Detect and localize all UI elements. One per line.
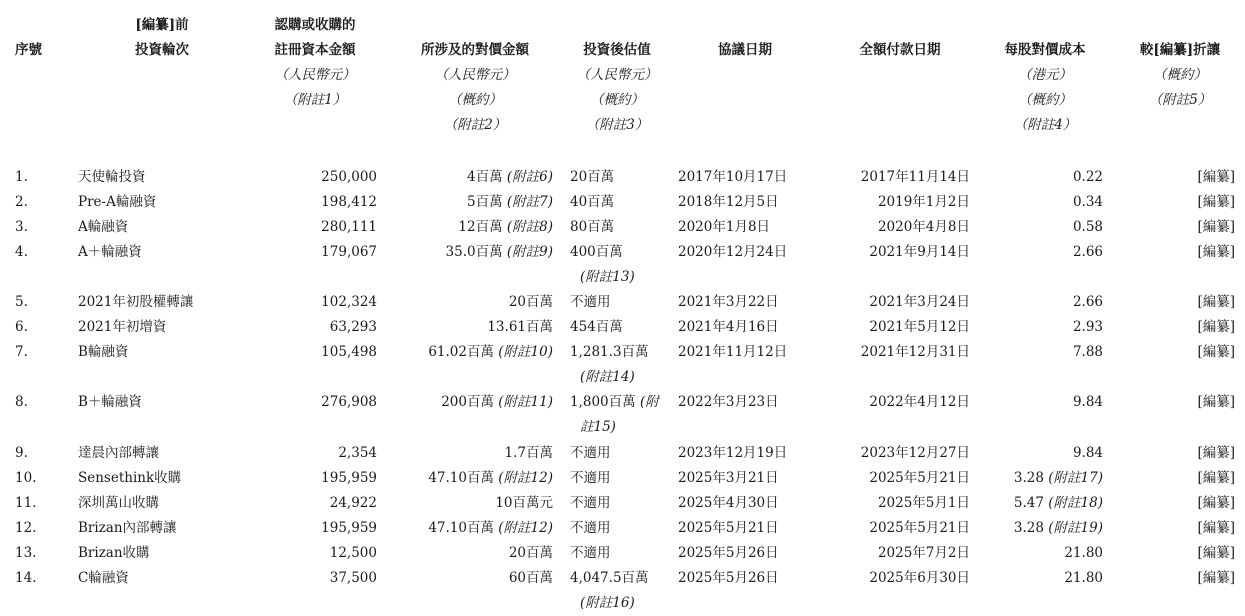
- header-agreement-date: [690, 38, 800, 63]
- cell-agreement-date: 2025年5月26日: [678, 570, 779, 586]
- header-round-line1: [編纂]前: [135, 17, 189, 33]
- cell-consideration: [509, 541, 553, 566]
- cell-seq: 7.: [15, 344, 28, 360]
- header-payment-date-label: 全額付款日期: [859, 42, 941, 58]
- header-agreement-date-label: 協議日期: [718, 42, 772, 58]
- header-consideration-line3: （概約）: [448, 92, 502, 108]
- cell-capital: 250,000: [321, 169, 377, 185]
- cell-capital: 198,412: [321, 194, 377, 210]
- header-round: [100, 13, 224, 63]
- header-seq-label: 序號: [15, 42, 42, 58]
- cell-consideration: [467, 165, 553, 190]
- valuation-note: (附註14): [580, 369, 635, 385]
- cell-payment-date: 2023年12月27日: [860, 445, 970, 461]
- header-capital-line2: 註冊資本金額: [274, 42, 356, 58]
- cell-consideration: [509, 566, 553, 591]
- cell-cost: [1014, 466, 1103, 491]
- cost-value: 9.84: [1072, 394, 1103, 410]
- header-discount: [1125, 38, 1235, 113]
- cell-capital: 280,111: [321, 219, 377, 235]
- cell-agreement-date: 2025年5月21日: [678, 520, 779, 536]
- cell-payment-date: 2021年9月14日: [869, 244, 970, 260]
- cell-discount: [編纂]: [1197, 545, 1235, 561]
- header-valuation: [562, 38, 672, 138]
- consideration-note: (附註6): [506, 169, 553, 185]
- cell-round: Sensethink收購: [78, 470, 182, 486]
- header-consideration: [400, 38, 550, 138]
- cell-discount: [編纂]: [1197, 319, 1235, 335]
- table-row: [0, 340, 1245, 365]
- cell-capital: 37,500: [329, 570, 377, 586]
- cell-capital: 105,498: [321, 344, 377, 360]
- consideration-value: 4百萬: [466, 169, 503, 185]
- cell-valuation: 454百萬: [570, 319, 623, 335]
- cell-round: 天使輪投資: [78, 169, 146, 185]
- cell-round: 2021年初增資: [78, 319, 167, 335]
- header-cost-line1: 每股對價成本: [1004, 42, 1086, 58]
- cell-discount: [編纂]: [1197, 169, 1235, 185]
- cell-consideration: [487, 315, 553, 340]
- cell-agreement-date: 2025年5月26日: [678, 545, 779, 561]
- header-cost-line3: （概約）: [1018, 92, 1072, 108]
- cell-valuation: 不適用: [570, 445, 611, 461]
- table-row: [0, 315, 1245, 340]
- cell-valuation: 20百萬: [570, 169, 615, 185]
- cell-cost: [1073, 290, 1103, 315]
- cost-note: (附註19): [1048, 520, 1103, 536]
- cell-agreement-date: 2017年10月17日: [678, 169, 788, 185]
- header-capital: [250, 13, 380, 113]
- header-consideration-line2: （人民幣元）: [434, 67, 516, 83]
- cell-cost: [1064, 541, 1103, 566]
- consideration-note: (附註12): [498, 520, 553, 536]
- cell-payment-date: 2021年12月31日: [860, 344, 970, 360]
- cell-cost: [1073, 390, 1103, 415]
- consideration-value: 5百萬: [466, 194, 503, 210]
- table-row: [0, 516, 1245, 541]
- cell-cost: [1014, 491, 1103, 516]
- cell-cost: [1073, 215, 1103, 240]
- cell-seq: 2.: [15, 194, 28, 210]
- cell-discount: [編纂]: [1197, 520, 1235, 536]
- cell-consideration: [495, 491, 553, 516]
- cell-round: B輪融資: [78, 344, 129, 360]
- consideration-value: 47.10百萬: [428, 520, 494, 536]
- consideration-value: 60百萬: [508, 570, 553, 586]
- consideration-value: 10百萬元: [495, 495, 553, 511]
- cell-discount: [編纂]: [1197, 470, 1235, 486]
- cell-payment-date: 2025年6月30日: [869, 570, 970, 586]
- cell-cost: [1014, 516, 1103, 541]
- cell-seq: 8.: [15, 394, 28, 410]
- cell-payment-date: 2025年5月21日: [869, 520, 970, 536]
- cell-valuation: 4,047.5百萬: [570, 570, 649, 586]
- cell-capital: 195,959: [321, 520, 377, 536]
- cell-consideration: [467, 190, 553, 215]
- cell-consideration: [441, 390, 553, 415]
- cell-valuation: 不適用: [570, 495, 611, 511]
- header-consideration-line4: （附註2）: [443, 117, 507, 133]
- consideration-note: (附註7): [506, 194, 553, 210]
- cell-valuation: 1,281.3百萬: [570, 344, 649, 360]
- cell-round: A輪融資: [78, 219, 129, 235]
- cost-value: 21.80: [1064, 570, 1103, 586]
- consideration-value: 47.10百萬: [428, 470, 494, 486]
- cell-agreement-date: 2025年4月30日: [678, 495, 779, 511]
- cost-value: 7.88: [1072, 344, 1103, 360]
- cell-seq: 13.: [15, 545, 37, 561]
- table-row: [0, 165, 1245, 190]
- cost-value: 2.93: [1072, 319, 1103, 335]
- cell-agreement-date: 2021年3月22日: [678, 294, 779, 310]
- cell-capital: 12,500: [329, 545, 377, 561]
- cell-agreement-date: 2023年12月19日: [678, 445, 788, 461]
- cell-seq: 11.: [15, 495, 37, 511]
- cell-valuation: 400百萬: [570, 244, 623, 260]
- consideration-value: 35.0百萬: [445, 244, 503, 260]
- header-valuation-line3: （概約）: [590, 92, 644, 108]
- cell-discount: [編纂]: [1197, 294, 1235, 310]
- table-row: [0, 491, 1245, 516]
- header-capital-line3: （人民幣元）: [274, 67, 356, 83]
- cost-value: 0.22: [1072, 169, 1103, 185]
- cell-valuation: 80百萬: [570, 219, 615, 235]
- table-row: [0, 566, 1245, 591]
- cell-agreement-date: 2021年4月16日: [678, 319, 779, 335]
- cell-seq: 3.: [15, 219, 28, 235]
- cell-agreement-date: 2021年11月12日: [678, 344, 788, 360]
- table-row: [0, 441, 1245, 466]
- valuation-note: (附: [639, 394, 659, 410]
- consideration-note: (附註9): [506, 244, 553, 260]
- cell-capital: 195,959: [321, 470, 377, 486]
- cell-agreement-date: 2025年3月21日: [678, 470, 779, 486]
- cell-seq: 5.: [15, 294, 28, 310]
- cell-valuation: 不適用: [570, 294, 611, 310]
- cell-consideration: [458, 215, 553, 240]
- cell-payment-date: 2019年1月2日: [877, 194, 970, 210]
- consideration-value: 20百萬: [508, 294, 553, 310]
- cell-agreement-date: 2020年12月24日: [678, 244, 788, 260]
- cell-seq: 9.: [15, 445, 28, 461]
- cost-value: 9.84: [1072, 445, 1103, 461]
- valuation-note: (附註13): [580, 269, 635, 285]
- cell-payment-date: 2022年4月12日: [869, 394, 970, 410]
- header-valuation-line2: （人民幣元）: [576, 67, 658, 83]
- cell-consideration: [428, 466, 553, 491]
- valuation-note-continued: 註15): [580, 419, 616, 435]
- cell-round: B＋輪融資: [78, 394, 142, 410]
- consideration-value: 20百萬: [508, 545, 553, 561]
- header-seq: [15, 38, 42, 63]
- cell-seq: 4.: [15, 244, 28, 260]
- cell-round: Brizan收購: [78, 545, 150, 561]
- cell-cost: [1073, 340, 1103, 365]
- header-cost: [985, 38, 1105, 138]
- cell-valuation: 不適用: [570, 520, 611, 536]
- cell-capital: 102,324: [321, 294, 377, 310]
- cell-payment-date: 2020年4月8日: [877, 219, 970, 235]
- valuation-note: (附註16): [580, 595, 635, 611]
- cost-note: (附註17): [1048, 470, 1103, 486]
- cost-value: 0.34: [1072, 194, 1103, 210]
- cell-cost: [1073, 441, 1103, 466]
- cell-consideration: [505, 441, 553, 466]
- cell-cost: [1073, 315, 1103, 340]
- cell-seq: 14.: [15, 570, 37, 586]
- consideration-value: 200百萬: [441, 394, 494, 410]
- table-row: [0, 290, 1245, 315]
- cell-consideration: [446, 240, 553, 265]
- cell-discount: [編纂]: [1197, 219, 1235, 235]
- header-discount-line1: 較[編纂]折讓: [1139, 42, 1221, 58]
- cell-valuation: 不適用: [570, 470, 611, 486]
- header-valuation-line4: （附註3）: [585, 117, 649, 133]
- consideration-note: (附註11): [498, 394, 553, 410]
- header-round-line2: 投資輪次: [135, 42, 189, 58]
- cell-payment-date: 2025年5月1日: [877, 495, 970, 511]
- cell-round: 深圳萬山收購: [78, 495, 159, 511]
- header-capital-line4: （附註1）: [283, 92, 347, 108]
- cell-round: 達晨內部轉讓: [78, 445, 159, 461]
- cell-payment-date: 2025年5月21日: [869, 470, 970, 486]
- cell-valuation: [570, 390, 659, 415]
- table-row: [0, 215, 1245, 240]
- cell-capital: 276,908: [321, 394, 377, 410]
- consideration-value: 61.02百萬: [428, 344, 494, 360]
- cell-consideration: [509, 290, 553, 315]
- cell-seq: 10.: [15, 470, 37, 486]
- cell-round: Pre-A輪融資: [78, 194, 157, 210]
- cell-capital: 24,922: [329, 495, 377, 511]
- cell-capital: 2,354: [338, 445, 377, 461]
- cell-consideration: [428, 516, 553, 541]
- cell-payment-date: 2021年3月24日: [869, 294, 970, 310]
- header-capital-line1: 認購或收購的: [274, 17, 356, 33]
- cell-agreement-date: 2018年12月5日: [678, 194, 779, 210]
- cell-cost: [1064, 566, 1103, 591]
- cost-value: 3.28: [1013, 470, 1044, 486]
- valuation-value: 1,800百萬: [570, 394, 636, 410]
- cost-value: 0.58: [1072, 219, 1103, 235]
- cell-round: Brizan內部轉讓: [78, 520, 177, 536]
- consideration-value: 12百萬: [458, 219, 503, 235]
- cell-discount: [編纂]: [1197, 394, 1235, 410]
- cell-valuation: 不適用: [570, 545, 611, 561]
- cell-discount: [編纂]: [1197, 570, 1235, 586]
- cell-round: A＋輪融資: [78, 244, 142, 260]
- cell-cost: [1073, 240, 1103, 265]
- cell-capital: 63,293: [329, 319, 377, 335]
- cell-agreement-date: 2022年3月23日: [678, 394, 779, 410]
- header-cost-line4: （附註4）: [1013, 117, 1077, 133]
- consideration-value: 13.61百萬: [487, 319, 553, 335]
- cost-value: 21.80: [1064, 545, 1103, 561]
- consideration-value: 1.7百萬: [504, 445, 553, 461]
- cell-agreement-date: 2020年1月8日: [678, 219, 771, 235]
- header-discount-line2: （概約）: [1153, 67, 1207, 83]
- table-row: [0, 390, 1245, 415]
- cell-valuation: 40百萬: [570, 194, 615, 210]
- cell-payment-date: 2025年7月2日: [877, 545, 970, 561]
- cell-discount: [編纂]: [1197, 495, 1235, 511]
- cell-cost: [1073, 165, 1103, 190]
- consideration-note: (附註10): [498, 344, 553, 360]
- cell-discount: [編纂]: [1197, 344, 1235, 360]
- cell-capital: 179,067: [321, 244, 377, 260]
- cost-value: 2.66: [1072, 244, 1103, 260]
- cost-value: 2.66: [1072, 294, 1103, 310]
- cell-discount: [編纂]: [1197, 244, 1235, 260]
- cell-round: C輪融資: [78, 570, 129, 586]
- header-cost-line2: （港元）: [1018, 67, 1072, 83]
- cell-cost: [1073, 190, 1103, 215]
- cell-payment-date: 2017年11月14日: [860, 169, 970, 185]
- cell-round: 2021年初股權轉讓: [78, 294, 194, 310]
- table-row: [0, 240, 1245, 265]
- cell-payment-date: 2021年5月12日: [869, 319, 970, 335]
- cell-discount: [編纂]: [1197, 445, 1235, 461]
- cell-seq: 6.: [15, 319, 28, 335]
- cost-note: (附註18): [1048, 495, 1103, 511]
- header-payment-date: [840, 38, 960, 63]
- cost-value: 3.28: [1013, 520, 1044, 536]
- cell-seq: 1.: [15, 169, 28, 185]
- header-discount-line3: （附註5）: [1148, 92, 1212, 108]
- table-row: [0, 190, 1245, 215]
- header-consideration-line1: 所涉及的對價金額: [421, 42, 529, 58]
- cell-seq: 12.: [15, 520, 37, 536]
- cell-discount: [編纂]: [1197, 194, 1235, 210]
- consideration-note: (附註8): [506, 219, 553, 235]
- table-row: [0, 466, 1245, 491]
- consideration-note: (附註12): [498, 470, 553, 486]
- cell-consideration: [428, 340, 553, 365]
- cost-value: 5.47: [1013, 495, 1044, 511]
- header-valuation-line1: 投資後估值: [583, 42, 651, 58]
- table-row: [0, 541, 1245, 566]
